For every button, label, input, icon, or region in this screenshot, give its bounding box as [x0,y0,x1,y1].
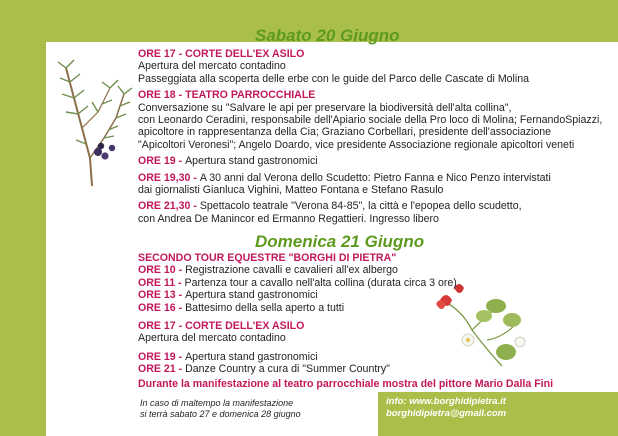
tour-item: ORE 10 - Registrazione cavalli e cavalieri all'ex albergo [138,264,398,277]
left-green-band [0,0,46,436]
event-place: CORTE DELL'EX ASILO [185,48,305,60]
event-text: Spettacolo teatrale "Verona 84-85", la città e l'epopea dello scudetto, [199,200,522,213]
event-time: ORE 19,30 [138,171,191,184]
event-time: ORE 11 [138,276,176,289]
event-heading: ORE 21 - Danze Country a cura di "Summer Country" [138,363,390,376]
event-line: Apertura del mercato contadino [138,60,286,73]
event-line: Conversazione su "Salvare le api per preservare la biodiversità dell'alta collina", [138,101,512,114]
event-text: Registrazione cavalli e cavalieri all'ex albergo [185,264,398,277]
sunday-program [138,252,608,376]
event-time: ORE 13 [138,289,176,302]
website-link[interactable]: info: www.borghidipietra.it [386,396,506,407]
event-time: ORE 17 [138,320,176,333]
event-place: CORTE DELL'EX ASILO [185,320,305,333]
event-heading: ORE 17 - CORTE DELL'EX ASILO [138,48,305,60]
event-text: Apertura stand gastronomici [185,350,318,363]
event-text: Partenza tour a cavallo nell'alta collina (durata circa 3 ore) [184,276,457,289]
event-time: ORE 16 [138,301,176,314]
tour-item: ORE 13 - Apertura stand gastronomici [138,289,318,302]
event-line: apicoltore in rappresentanza della Cia; Graziano Corbellari, presidente dell'associazione [138,126,552,139]
saturday-program [138,48,608,225]
event-line: dai giornalisti Gianluca Vighini, Matteo Fontana e Stefano Rasulo [138,184,444,197]
event-time: ORE 10 [138,264,176,277]
weather-note-line: In caso di maltempo la manifestazione [140,398,294,408]
event-time: ORE 21 [138,363,176,376]
event-text: Apertura stand gastronomici [185,155,318,168]
event-time: ORE 18 [138,89,176,102]
event-time: ORE 19 [138,350,176,363]
email-link[interactable]: borghidipietra@gmail.com [386,408,507,419]
event-time: ORE 17 [138,48,176,60]
saturday-title: Sabato 20 Giugno [255,26,400,45]
juniper-illustration [52,58,134,188]
event-line: "Apicoltori Veronesi"; Angelo Doardo, vice presidente Associazione regionale apicoltori veneti [138,138,575,151]
event-heading: ORE 19,30 - A 30 anni dal Verona dello Scudetto: Pietro Fanna e Nico Penzo intervistati [138,171,551,184]
event-line: con Andrea De Manincor ed Ermanno Regattieri. Ingresso libero [138,212,439,225]
event-heading: ORE 19 - Apertura stand gastronomici [138,155,318,168]
event-place: TEATRO PARROCCHIALE [185,89,316,102]
weather-note [140,398,301,420]
weather-note-line: si terrà sabato 27 e domenica 28 giugno [140,409,301,419]
tour-heading: SECONDO TOUR EQUESTRE "BORGHI DI PIETRA" [138,252,397,264]
event-line: Passeggiata alla scoperta delle erbe con le guide del Parco delle Cascate di Molina [138,72,530,85]
event-time: ORE 19 [138,155,176,168]
event-heading: ORE 17 - CORTE DELL'EX ASILO [138,320,305,333]
event-text: A 30 anni dal Verona dello Scudetto: Pietro Fanna e Nico Penzo intervistati [199,171,551,184]
event-heading: ORE 18 - TEATRO PARROCCHIALE [138,89,316,102]
exhibition-note: Durante la manifestazione al teatro parrocchiale mostra del pittore Mario Dalla Fini [138,378,554,390]
event-text: Apertura stand gastronomici [185,289,318,302]
sunday-title: Domenica 21 Giugno [255,232,425,251]
contact-info [386,396,506,420]
event-time: ORE 21,30 [138,200,191,213]
event-text: Danze Country a cura di "Summer Country" [185,363,390,376]
event-line: Apertura del mercato contadino [138,332,286,345]
tour-item: ORE 11 - Partenza tour a cavallo nell'alta collina (durata circa 3 ore) [138,276,457,289]
event-line: con Leonardo Ceradini, responsabile dell'Apiario sociale della Pro loco di Molina; FernandoSpiazzi, [138,114,603,127]
event-heading: ORE 19 - Apertura stand gastronomici [138,350,318,363]
event-text: Battesimo della sella aperto a tutti [185,301,345,314]
tour-item: ORE 16 - Battesimo della sella aperto a tutti [138,301,345,314]
event-heading: ORE 21,30 - Spettacolo teatrale "Verona 84-85", la città e l'epopea dello scudetto, [138,200,522,213]
